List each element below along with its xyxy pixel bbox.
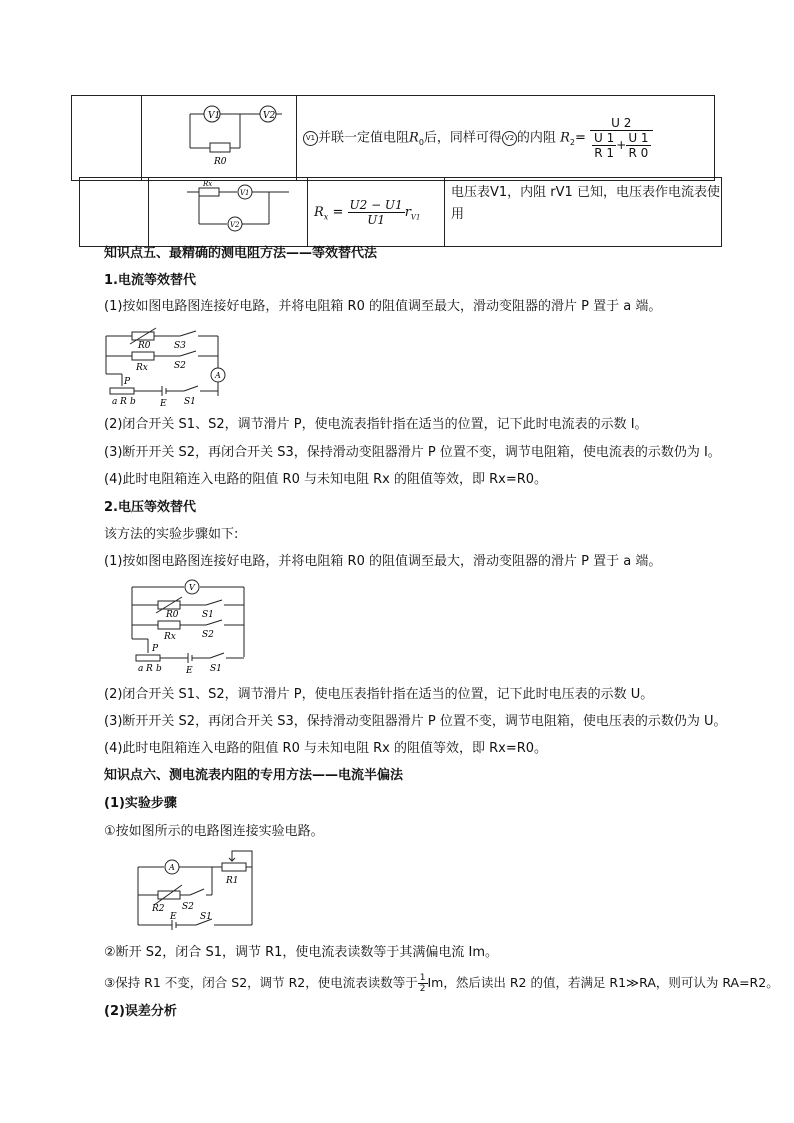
section5-sub2-title: 2.电压等效替代 [104, 500, 196, 515]
svg-text:S2: S2 [202, 630, 214, 640]
svg-text:E: E [186, 666, 193, 676]
desc-r0-sub: 0 [418, 138, 424, 148]
circuit-current-substitution [100, 326, 230, 408]
s1-step2: (2)闭合开关 S1、S2，调节滑片 P，使电流表指针指在适当的位置，记下此时电流表的示数 I。 [104, 417, 648, 432]
circuit-figure-cell [142, 96, 297, 181]
svg-text:R0: R0 [166, 610, 179, 620]
table-row-2 [79, 177, 722, 247]
section5-title: 知识点五、最精确的测电阻方法——等效替代法 [104, 246, 378, 261]
svg-text:P: P [124, 377, 131, 387]
svg-text:S1: S1 [210, 664, 222, 674]
svg-text:A: A [215, 371, 221, 380]
table-cell-empty-2 [80, 178, 149, 247]
rx-label: Rx [203, 180, 213, 188]
desc-r2-sub: 2 [569, 138, 575, 148]
s6-step2: ②断开 S2，闭合 S1，调节 R1，使电流表读数等于其满偏电流 Im。 [104, 945, 499, 960]
svg-text:R1: R1 [226, 876, 239, 886]
s2-step1: (1)按如图电路图连接好电路，并将电阻箱 R0 的阻值调至最大，滑动变阻器的滑片 P 置于 a 端。 [104, 554, 662, 569]
svg-text:A: A [169, 863, 175, 872]
circuit-v1-v2-figure [142, 96, 296, 176]
svg-text:R0: R0 [138, 341, 151, 351]
s2-step3: (3)断开开关 S2，再闭合开关 S3，保持滑动变阻器滑片 P 位置不变，调节电阻箱，使电压表的示数仍为 U。 [104, 714, 727, 729]
circuit-voltage-substitution [126, 579, 256, 677]
section5-sub1-title: 1.电流等效替代 [104, 273, 196, 288]
s6-step3: ③保持 R1 不变，闭合 S2，调节 R2，使电流表读数等于 $\frac{1}{2}$ Im，然后读出 R2 的值，若满足 R1≫RA，则可认为 RA=R2。 [104, 973, 779, 994]
fraction-rx: $\frac{U2 - U1}{U1}$ [349, 197, 403, 227]
s1-step4: (4)此时电阻箱连入电路的阻值 R0 与未知电阻 Rx 的阻值等效，即 Rx=R0。 [104, 472, 548, 487]
v1-label: V1 [208, 111, 221, 121]
svg-text:E: E [160, 399, 167, 408]
desc-r2: R [560, 130, 570, 146]
desc-text-2: 后，同样可得 [423, 130, 502, 146]
svg-text:V: V [189, 583, 195, 592]
v2-label-2: V2 [230, 221, 240, 229]
r0-label: R0 [214, 157, 227, 167]
svg-text:E: E [170, 912, 177, 922]
svg-text:R: R [146, 664, 153, 674]
svg-text:a: a [112, 397, 118, 407]
svg-text:S3: S3 [174, 341, 186, 351]
s1-step1: (1)按如图电路图连接好电路，并将电阻箱 R0 的阻值调至最大，滑动变阻器的滑片 P 置于 a 端。 [104, 299, 662, 314]
v1-circle-icon: V1 [303, 131, 318, 146]
svg-text:b: b [130, 397, 136, 407]
svg-text:b: b [156, 664, 162, 674]
svg-text:S2: S2 [182, 902, 194, 912]
table-cell-empty [72, 96, 142, 181]
section6-sub1-title: (1)实验步骤 [104, 796, 177, 811]
svg-text:S1: S1 [184, 397, 196, 407]
svg-text:a: a [138, 664, 144, 674]
svg-text:Rx: Rx [164, 632, 176, 642]
desc-r0: R [409, 130, 419, 146]
circuit-rx-v1-v2-figure [149, 178, 307, 242]
v2-circle-icon: V2 [502, 131, 517, 146]
svg-text:R: R [120, 397, 127, 407]
s2-step2: (2)闭合开关 S1、S2，调节滑片 P，使电压表指针指在适当的位置，记下此时电压表的示数 U。 [104, 687, 654, 702]
s6-step1: ①按如图所示的电路图连接实验电路。 [104, 824, 324, 839]
desc-text-1: 并联一定值电阻 [318, 130, 410, 146]
fraction-r2: U 2 $\frac{U 1}{R 1}$ + $\frac{U 1}{R 0}$ [590, 116, 653, 160]
svg-text:Rx: Rx [136, 363, 148, 373]
svg-text:R2: R2 [152, 904, 165, 914]
svg-text:S2: S2 [174, 361, 186, 371]
s2-step4: (4)此时电阻箱连入电路的阻值 R0 与未知电阻 Rx 的阻值等效，即 Rx=R0。 [104, 741, 548, 756]
row2-note: 电压表V1，内阻 rV1 已知，电压表作电流表使 用 [445, 178, 722, 247]
section6-sub2-title: (2)误差分析 [104, 1004, 177, 1019]
table-row-1 [71, 95, 715, 181]
s1-step3: (3)断开开关 S2，再闭合开关 S3，保持滑动变阻器滑片 P 位置不变，调节电阻箱，使电流表的示数仍为 I。 [104, 445, 721, 460]
v1-label-2: V1 [240, 189, 250, 197]
desc-text-3: 的内阻 [516, 130, 556, 146]
circuit-figure-cell-2 [149, 178, 308, 247]
s2-intro: 该方法的实验步骤如下: [104, 527, 239, 542]
circuit-half-deflection [132, 847, 262, 931]
section6-title: 知识点六、测电流表内阻的专用方法——电流半偏法 [104, 768, 404, 783]
svg-text:P: P [152, 644, 159, 654]
desc-eq: = [574, 130, 586, 146]
svg-text:S1: S1 [200, 912, 212, 922]
v2-label: V2 [263, 111, 276, 121]
svg-text:S1: S1 [202, 610, 214, 620]
row1-description [297, 96, 715, 181]
row2-formula: $R_x$ = $\frac{U2 - U1}{U1}$ $r_{V1}$ [308, 178, 445, 247]
